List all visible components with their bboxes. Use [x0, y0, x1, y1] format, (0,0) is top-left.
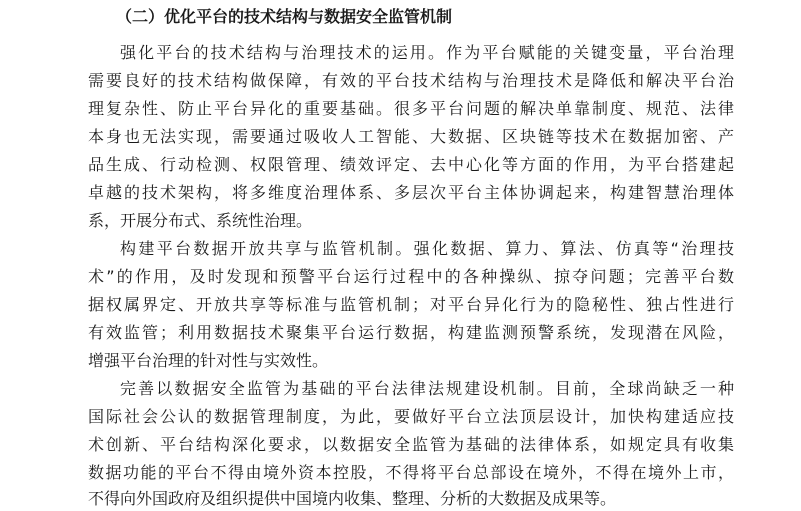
paragraph-line: 需要良好的技术结构做保障，有效的平台技术结构与治理技术是降低和解决平台治 [88, 71, 734, 90]
paragraph-line: 国际社会公认的数据管理制度，为此，要做好平台立法顶层设计，加快构建适应技 [88, 407, 734, 426]
paragraph-line: 增强平台治理的针对性与实效性。 [88, 351, 329, 370]
paragraph-line: 本身也无法实现，需要通过吸收人工智能、大数据、区块链等技术在数据加密、产 [88, 127, 734, 146]
paragraph-line: 强化平台的技术结构与治理技术的运用。作为平台赋能的关键变量，平台治理 [120, 43, 734, 62]
paragraph-line: 完善以数据安全监管为基础的平台法律法规建设机制。目前，全球尚缺乏一种 [120, 379, 734, 398]
paragraph-line: 理复杂性、防止平台异化的重要基础。很多平台问题的解决单靠制度、规范、法律 [88, 99, 734, 118]
paragraph-line: 据权属界定、开放共享等标准与监管机制；对平台异化行为的隐秘性、独占性进行 [88, 295, 734, 314]
paragraph-line: 卓越的技术架构，将多维度治理体系、多层次平台主体协调起来，构建智慧治理体 [88, 183, 734, 202]
paragraph-line: 数据功能的平台不得由境外资本控股，不得将平台总部设在境外，不得在境外上市， [88, 463, 734, 482]
paragraph-line: 构建平台数据开放共享与监管机制。强化数据、算力、算法、仿真等“治理技 [120, 239, 734, 258]
paragraph-line: 术创新、平台结构深化要求，以数据安全监管为基础的法律体系，如规定具有收集 [88, 435, 734, 454]
paragraph-line: 品生成、行动检测、权限管理、绩效评定、去中心化等方面的作用，为平台搭建起 [88, 155, 734, 174]
paragraph-line: 系，开展分布式、系统性治理。 [88, 211, 313, 230]
paragraph-line: 有效监管；利用数据技术聚集平台运行数据，构建监测预警系统，发现潜在风险， [88, 323, 734, 342]
paragraph-line: 不得向外国政府及组织提供中国境内收集、整理、分析的大数据及成果等。 [88, 489, 617, 508]
paragraph-line: 术”的作用，及时发现和预警平台运行过程中的各种操纵、掠夺问题；完善平台数 [88, 267, 734, 286]
section-heading: （二）优化平台的技术结构与数据安全监管机制 [116, 7, 453, 26]
